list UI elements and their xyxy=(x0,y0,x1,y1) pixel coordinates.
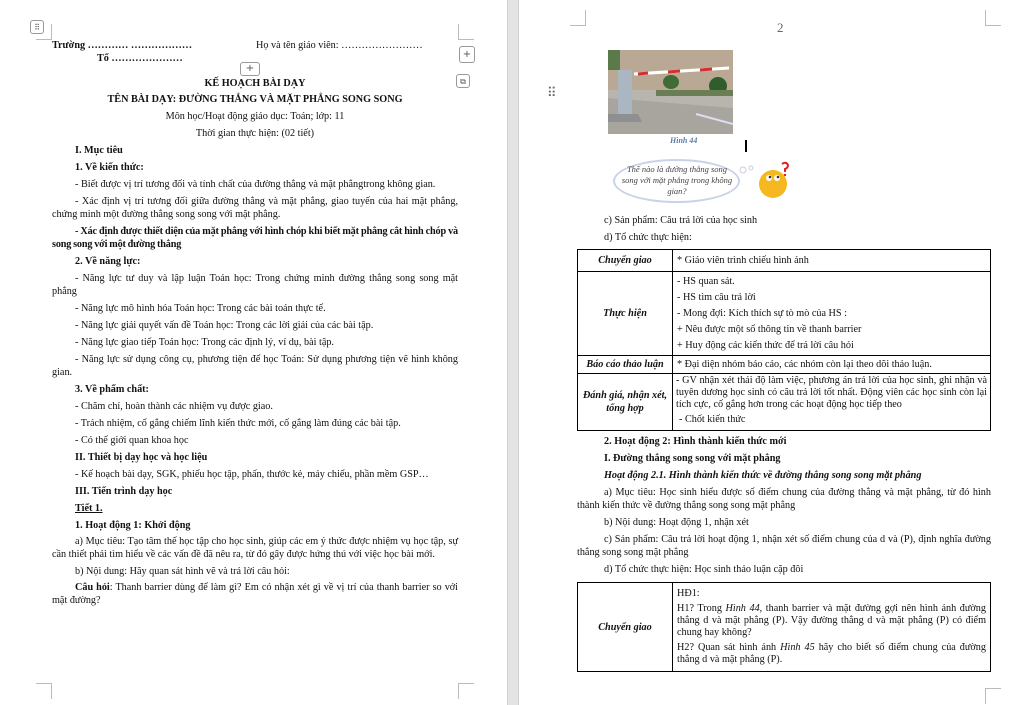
page-1-body xyxy=(52,77,458,611)
paragraph: c) Sản phẩm: Câu trả lời hoạt động 1, nhận xét số điểm chung của d và (P), định nghĩa đường thẳng song song mặt phẳng xyxy=(577,534,991,558)
paragraph: - Trách nhiệm, cố gắng chiếm lĩnh kiến thức mới, cố gắng làm đúng các bài tập. xyxy=(75,418,401,429)
barrier-photo xyxy=(608,50,733,134)
text-run: , thanh barrier và mặt đường gợi nên hình ảnh đường thẳng d và mặt phẳng (P). Vậy đường thẳng d và mặt phẳng (P) có điểm chung hay không? xyxy=(677,603,986,638)
paragraph: b) Nội dung: Hãy quan sát hình vẽ và trả lời câu hỏi: xyxy=(75,566,290,577)
figure-caption: Hình 44 xyxy=(670,136,698,145)
cell-line: - HS quan sát. xyxy=(677,276,735,287)
paragraph: b) Nội dung: Hoạt động 1, nhận xét xyxy=(604,517,749,528)
add-row-plus-button[interactable]: + xyxy=(459,46,475,63)
paragraph: - Chăm chỉ, hoàn thành các nhiệm vụ được giao. xyxy=(75,401,273,412)
table-cell: * Đại diện nhóm báo cáo, các nhóm còn lại theo dõi thảo luận. xyxy=(673,356,991,374)
paragraph: - Năng lực tư duy và lập luận Toán học: Trong chứng minh đường thẳng song song mặt phẳng xyxy=(52,273,458,297)
crop-mark xyxy=(458,24,474,40)
paragraph: - Kế hoạch bài dạy, SGK, phiếu học tập, phấn, thước kẻ, máy chiếu, phần mềm GSP… xyxy=(75,469,429,480)
paragraph: - Năng lực mô hình hóa Toán học: Trong các bài toán thực tế. xyxy=(75,303,326,314)
section-heading: I. Đường thẳng song song với mặt phẳng xyxy=(604,453,781,464)
cell-line: - HS tìm câu trả lời xyxy=(677,292,756,303)
question-text: : Thanh barrier dùng để làm gì? Em có nhận xét gì về vị trí của thanh barrier so với mặt đường? xyxy=(52,582,458,606)
section-heading: I. Mục tiêu xyxy=(75,145,123,156)
cell-line: + Huy động các kiến thức để trả lời câu hỏi xyxy=(677,340,854,351)
activity-heading: 2. Hoạt động 2: Hình thành kiến thức mới xyxy=(604,436,787,447)
subject-line: Môn học/Hoạt động giáo dục: Toán; lớp: 11 xyxy=(165,111,345,122)
layout-options-icon[interactable]: ⧉ xyxy=(456,74,470,88)
cell-line: HĐ1: xyxy=(677,588,700,599)
teacher-field: Họ và tên giáo viên: …………………… xyxy=(256,40,423,51)
document-page-2 xyxy=(519,0,1024,705)
crop-mark xyxy=(36,24,52,40)
text-run: hãy cho biết số điểm chung của đường thẳng d và mặt phẳng (P). xyxy=(677,642,986,665)
paragraph-move-handle-icon[interactable]: ⠿ xyxy=(547,85,556,100)
table-row xyxy=(578,250,991,272)
paragraph: d) Tổ chức thực hiện: xyxy=(604,232,692,243)
row-header: Đánh giá, nhận xét, tổng hợp xyxy=(578,374,673,431)
subsection-heading: 2. Về năng lực: xyxy=(75,256,141,267)
page-gap xyxy=(507,0,519,705)
table-cell xyxy=(673,583,991,672)
school-field: Trường ………… ……………… xyxy=(52,40,193,51)
crop-mark xyxy=(458,683,474,699)
sub-activity-heading: Hoạt động 2.1. Hình thành kiến thức về đường thẳng song song mặt phẳng xyxy=(604,470,922,481)
text-run: H1? Trong xyxy=(677,603,726,614)
lesson-title: TÊN BÀI DẠY: ĐƯỜNG THẲNG VÀ MẶT PHẲNG SONG SONG xyxy=(107,94,403,105)
cell-line: + Nêu được một số thông tin về thanh barrier xyxy=(677,324,862,335)
activity-heading: 1. Hoạt động 1: Khởi động xyxy=(75,520,191,531)
paragraph: - Năng lực sử dụng công cụ, phương tiện để học Toán: Sử dụng phương tiện vẽ hình không gian. xyxy=(52,354,458,378)
plan-title: KẾ HOẠCH BÀI DẠY xyxy=(204,78,306,89)
row-header: Thực hiện xyxy=(578,272,673,356)
thought-bubble-text: Thế nào là đường thẳng song song với mặt phẳng trong không gian? xyxy=(621,164,733,196)
group-field: Tổ ………………… xyxy=(97,53,183,64)
table-row xyxy=(578,374,991,431)
crop-mark xyxy=(570,10,586,26)
table-row xyxy=(578,583,991,672)
period-heading-line xyxy=(52,502,458,515)
cell-line: - Chốt kiến thức xyxy=(679,414,746,425)
crop-mark xyxy=(36,683,52,699)
insert-plus-button[interactable]: + xyxy=(240,62,260,76)
paragraph: - Xác định vị trí tương đối giữa đường thẳng và mặt phẳng, giao tuyến của hai mặt phẳng, chứng minh một đường thẳng song song với mặt phẳng. xyxy=(52,196,458,220)
figure-reference: Hình 44 xyxy=(725,603,760,614)
paragraph: a) Mục tiêu: Học sinh hiểu được số điểm chung của đường thẳng và mặt phẳng, từ đó hình thành kiến thức về đường thẳng song song mặt phẳng xyxy=(577,487,991,511)
paragraph: - Biết được vị trí tương đối và tính chất của đường thẳng và mặt phẳngtrong không gian. xyxy=(75,179,436,190)
table-row xyxy=(578,356,991,374)
cell-line xyxy=(677,603,986,639)
table-cell: * Giáo viên trình chiếu hình ảnh xyxy=(673,250,991,272)
paragraph: c) Sản phẩm: Câu trả lời của học sinh xyxy=(604,215,758,226)
section-heading: II. Thiết bị dạy học và học liệu xyxy=(75,452,208,463)
activity-table-2 xyxy=(577,582,991,672)
page-number: 2 xyxy=(777,20,784,35)
row-header: Chuyển giao xyxy=(578,250,673,272)
paragraph: - Có thế giới quan khoa học xyxy=(75,435,189,446)
crop-mark xyxy=(985,10,1001,26)
paragraph: - Năng lực giải quyết vấn đề Toán học: Trong các lời giải của các bài tập. xyxy=(75,320,374,331)
subsection-heading: 1. Về kiến thức: xyxy=(75,162,144,173)
paragraph: - Năng lực giao tiếp Toán học: Trong các định lý, ví dụ, bài tập. xyxy=(75,337,334,348)
page-2-body xyxy=(577,214,991,672)
figure-reference: Hình 45 xyxy=(780,642,815,653)
table-cell xyxy=(673,272,991,356)
document-page-1 xyxy=(0,0,507,705)
cell-line: - Mong đợi: Kích thích sự tò mò của HS : xyxy=(677,308,847,319)
period-heading: Tiết 1. xyxy=(75,503,103,514)
cell-line xyxy=(677,642,986,666)
question-label: Câu hỏi xyxy=(75,582,110,593)
duration-line: Thời gian thực hiện: (02 tiết) xyxy=(195,128,315,139)
table-move-handle-icon[interactable]: ⠿ xyxy=(30,20,44,34)
text-run: H2? Quan sát hình ảnh xyxy=(677,642,781,653)
table-cell xyxy=(673,374,991,431)
activity-table-1 xyxy=(577,249,991,431)
paragraph: a) Mục tiêu: Tạo tâm thế học tập cho học sinh, giúp các em ý thức được nhiệm vụ học tập, sự cần thiết phải tìm hiểu về các vấn đề đã nêu ra, từ đó gây được hứng thú với việc học bài mới. xyxy=(52,536,458,560)
paragraph: - Xác định được thiết diện của mặt phẳng với hình chóp khi biết mặt phẳng cắt hình chóp và song song với một đường thẳng xyxy=(52,226,458,250)
thinking-emoji-icon xyxy=(737,158,793,202)
row-header: Chuyển giao xyxy=(578,583,673,672)
section-heading: III. Tiến trình dạy học xyxy=(75,486,173,497)
paragraph: d) Tổ chức thực hiện: Học sinh thảo luận cặp đôi xyxy=(604,564,804,575)
subsection-heading: 3. Về phẩm chất: xyxy=(75,384,149,395)
cell-line: - GV nhận xét thái độ làm việc, phương án trả lời của học sinh, ghi nhận và tuyên dương học sinh có câu trả lời tốt nhất. Động viên các học sinh còn lại tích cực, cố gắng hơn trong các hoạt động học tiếp theo xyxy=(676,375,987,410)
table-row xyxy=(578,272,991,356)
row-header: Báo cáo thảo luận xyxy=(578,356,673,374)
question-paragraph xyxy=(52,582,458,607)
crop-mark xyxy=(985,688,1001,704)
text-cursor xyxy=(745,140,747,152)
